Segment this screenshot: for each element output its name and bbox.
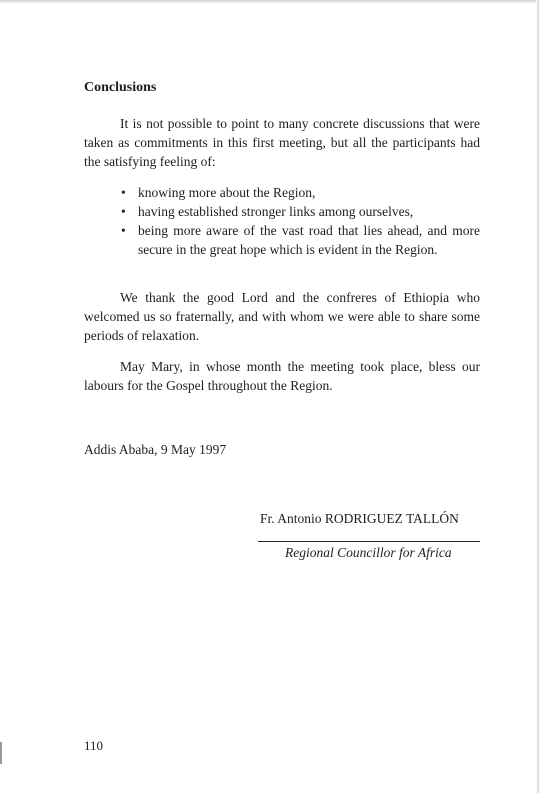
bullet-text: having established stronger links among ourselves,: [138, 204, 414, 219]
bullet-marker: •: [121, 204, 126, 219]
binding-mark: [0, 742, 2, 764]
paragraph-intro: It is not possible to point to many concrete discussions that were taken as commitments in this first meeting, but all the participants had the satisfying feeling of:: [84, 116, 480, 169]
bullet-list: [121, 183, 480, 259]
bullet-item: [121, 202, 480, 221]
paragraph-thanks: We thank the good Lord and the confreres of Ethiopia who welcomed us so fraternally, and with whom we were able to share some periods of relaxation.: [84, 290, 480, 343]
page-number: 110: [84, 738, 104, 753]
bullet-text: being more aware of the vast road that lies ahead, and more secure in the great hope which is evident in the Region.: [138, 223, 480, 257]
place-date: Addis Ababa, 9 May 1997: [84, 442, 227, 457]
paragraph-blessing: May Mary, in whose month the meeting took place, bless our labours for the Gospel throughout the Region.: [84, 359, 480, 393]
bullet-text: knowing more about the Region,: [138, 185, 316, 200]
signer-role: Regional Councillor for Africa: [285, 545, 452, 560]
section-heading: Conclusions: [84, 80, 157, 95]
scan-edge-top: [0, 0, 539, 4]
bullet-marker: •: [121, 185, 126, 200]
signer-name: Fr. Antonio RODRIGUEZ TALLÓN: [260, 511, 459, 526]
signature-line: [258, 541, 480, 542]
bullet-item: [121, 183, 480, 202]
bullet-marker: •: [121, 223, 126, 238]
bullet-item: [121, 221, 480, 259]
